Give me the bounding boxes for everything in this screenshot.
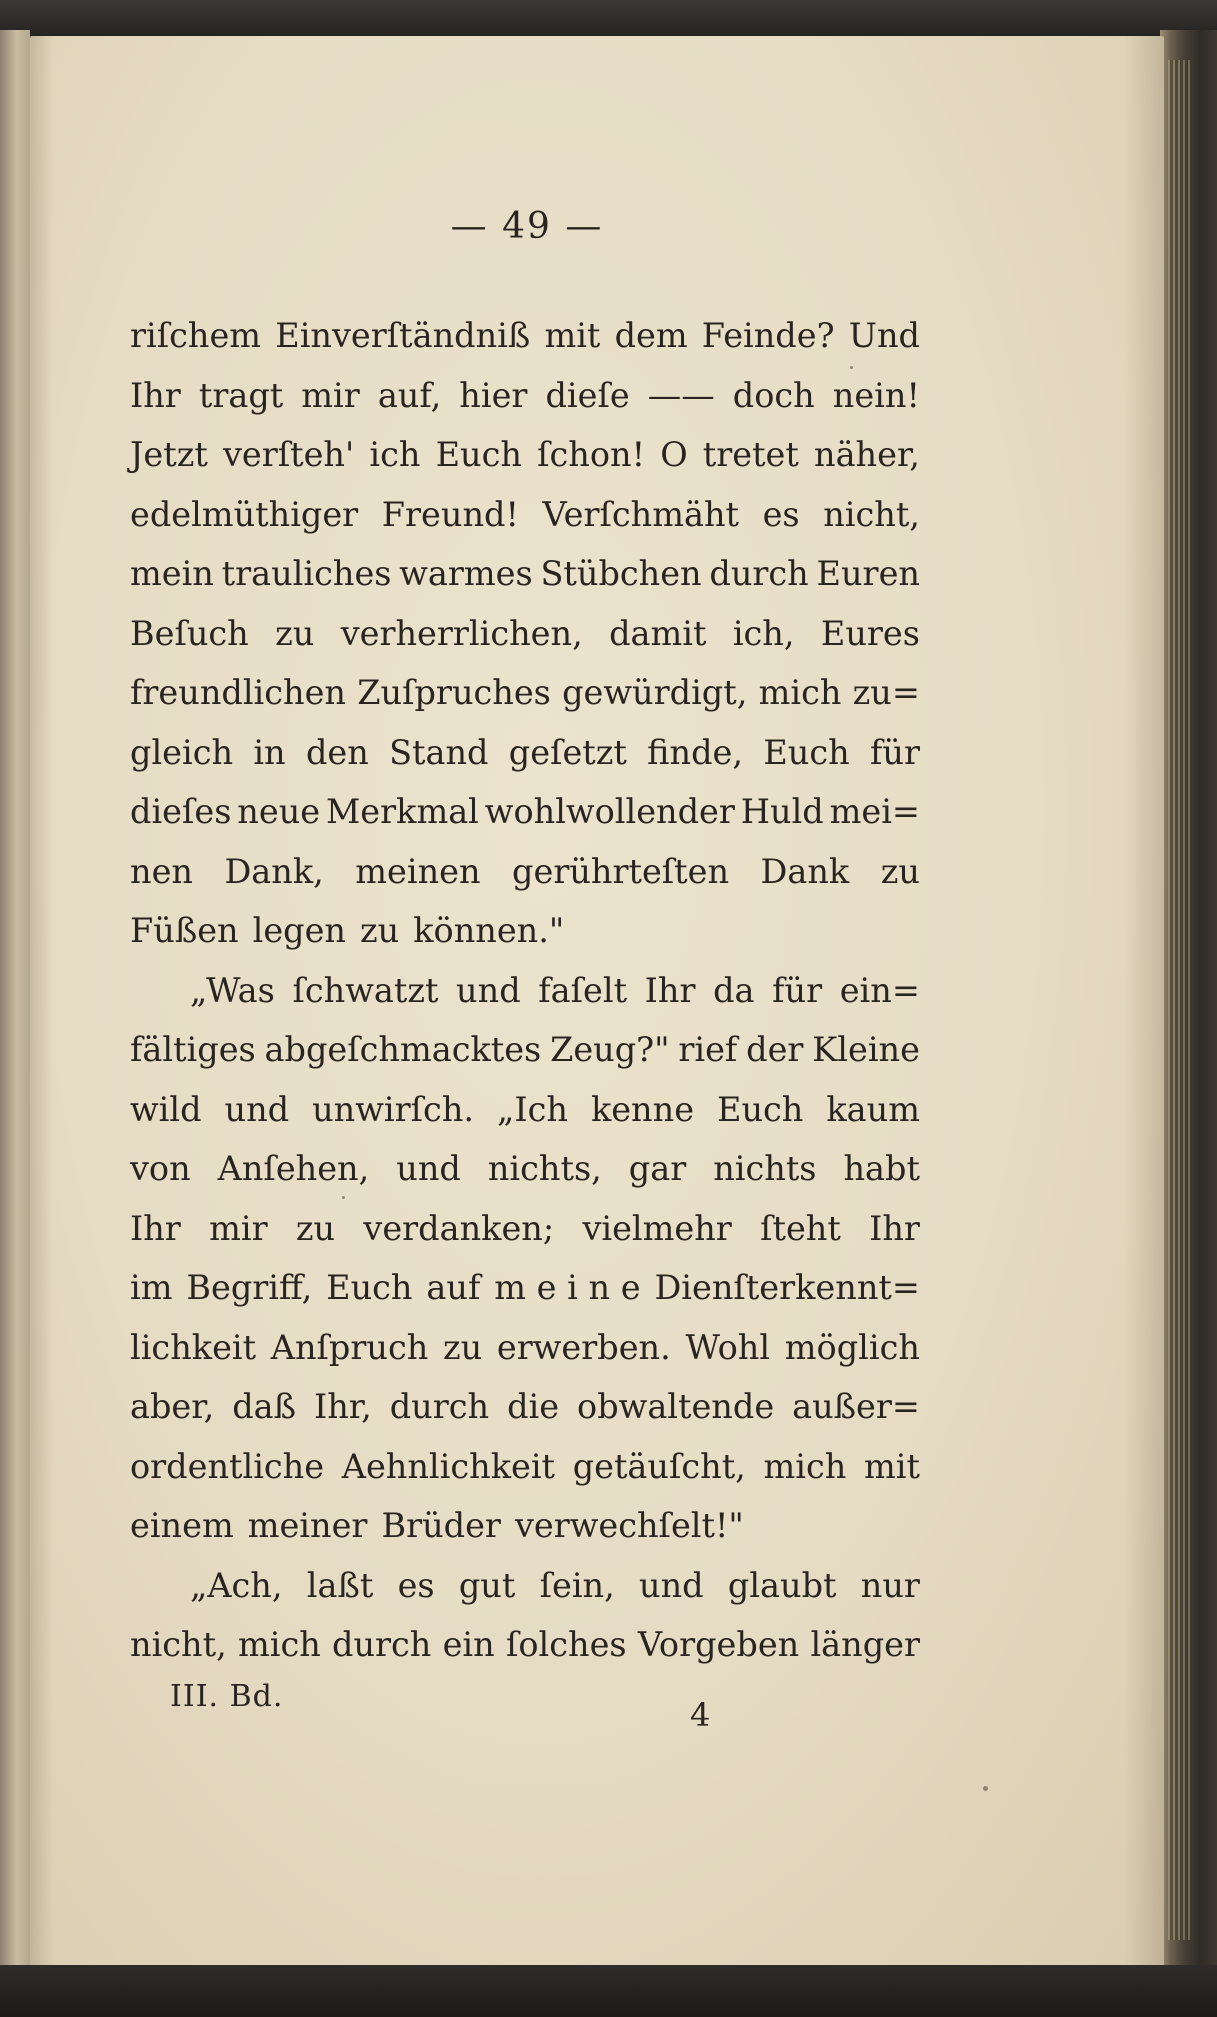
word: in [253, 732, 286, 772]
word: Euch [326, 1268, 413, 1307]
word: gewürdigt, [562, 673, 748, 712]
word: obwaltende [577, 1387, 775, 1426]
word: Füßen [130, 911, 239, 950]
word: durch [389, 1387, 490, 1426]
word: nicht, [130, 1625, 227, 1664]
word: gar [628, 1149, 687, 1188]
word: wild [130, 1089, 202, 1129]
word: mir [301, 375, 360, 415]
word: und [456, 970, 521, 1010]
word: kaum [826, 1089, 920, 1129]
text-line [130, 782, 920, 842]
word: Und [848, 316, 920, 355]
word: Vorgeben [637, 1625, 800, 1664]
sheet-signature-number: 4 [690, 1696, 711, 1734]
word: Ihr [644, 970, 696, 1010]
word: mich [758, 673, 842, 712]
volume-signature-mark: III. Bd. [170, 1679, 284, 1714]
word: m e i n e [494, 1268, 641, 1307]
word: lichkeit [130, 1327, 257, 1367]
top-edge-shadow [0, 0, 1217, 38]
word: zu= [852, 673, 920, 712]
word: geſetzt [508, 732, 627, 772]
page-shadow-right [1124, 36, 1164, 1966]
word: ſteht [760, 1208, 841, 1248]
word: Anſehen, [217, 1149, 370, 1188]
word: hier [459, 375, 528, 415]
running-head-page-number: — 49 — [450, 206, 604, 247]
word: dem [614, 316, 688, 355]
word: Stübchen [540, 554, 702, 593]
word: Einverſtändniß [275, 316, 531, 355]
word: habt [843, 1149, 920, 1188]
word: nichts, [487, 1149, 602, 1188]
word: zu [360, 911, 400, 950]
word: Anſpruch [270, 1327, 429, 1367]
word: durch [709, 554, 809, 593]
word: nen [130, 851, 193, 891]
word: Ihr, [313, 1387, 372, 1426]
word: warmes [399, 554, 533, 593]
text-line [130, 723, 920, 783]
word: riſchem [130, 316, 262, 355]
word: gerührteſten [512, 851, 730, 891]
text-line [130, 1496, 920, 1556]
word: „Ach, [190, 1565, 283, 1605]
word: laßt [306, 1565, 374, 1605]
word: für [772, 970, 823, 1010]
word: erwerben. [496, 1327, 671, 1367]
word: Freund! [381, 494, 519, 534]
word: da [713, 970, 755, 1010]
bottom-edge-shadow [0, 1965, 1217, 2017]
word: Jetzt [130, 435, 208, 474]
word: finde, [647, 732, 744, 772]
text-line [130, 1437, 920, 1497]
word: und [396, 1149, 461, 1188]
word: es [397, 1565, 435, 1605]
word: mich [763, 1446, 847, 1486]
text-line [130, 366, 920, 426]
word: den [305, 732, 369, 772]
word: rief [678, 1030, 738, 1069]
word: fältiges [130, 1030, 256, 1069]
word: mein [130, 554, 214, 593]
text-line [130, 604, 920, 664]
word: von [130, 1149, 191, 1188]
text-line [130, 425, 920, 485]
word: neue [237, 792, 321, 831]
word: Euren [816, 554, 920, 593]
word: Zuſpruches [357, 673, 551, 712]
word: durch [332, 1625, 432, 1664]
word: Huld [740, 792, 824, 831]
word: nichts [713, 1149, 817, 1188]
word: „Was [190, 970, 275, 1010]
word: näher, [814, 435, 920, 474]
word: Euch [717, 1089, 804, 1129]
word: Wohl [685, 1327, 771, 1367]
word: freundlichen [130, 673, 346, 712]
word: faſelt [538, 970, 628, 1010]
text-line [130, 1377, 920, 1437]
word: Dank [760, 851, 850, 891]
text-line [130, 1080, 920, 1140]
word: Brüder [381, 1506, 501, 1545]
paper-speck [983, 1786, 988, 1791]
word: Verſchmäht [542, 494, 739, 534]
word: nein! [832, 375, 920, 415]
page-shadow-left [30, 36, 54, 1966]
word: mich [237, 1625, 321, 1664]
word: zu [880, 851, 920, 891]
word: wohlwollender [484, 792, 735, 831]
word: Kleine [812, 1030, 920, 1069]
word: Eures [820, 613, 920, 653]
word: getäuſcht, [572, 1446, 746, 1486]
word: der [746, 1030, 804, 1069]
word: auf [426, 1268, 481, 1307]
word: im [130, 1268, 173, 1307]
word: ich [369, 435, 421, 474]
text-line [130, 1139, 920, 1199]
word: glaubt [727, 1565, 837, 1605]
word: ein [442, 1625, 495, 1664]
word: „Ich [497, 1089, 568, 1129]
word: Merkmal [326, 792, 479, 831]
word: mit [864, 1446, 920, 1486]
word: einem [130, 1506, 234, 1545]
word: Stand [389, 732, 489, 772]
word: mir [209, 1208, 268, 1248]
word: ſein, [539, 1565, 615, 1605]
text-line [130, 1020, 920, 1080]
word: Dank, [224, 851, 324, 891]
word: doch [732, 375, 815, 415]
text-line [130, 1615, 920, 1675]
word: es [762, 494, 800, 534]
word: und [224, 1089, 290, 1129]
word: Feinde? [701, 316, 835, 355]
paper-speck [342, 1196, 345, 1199]
word: O [660, 435, 688, 474]
word: unwirſch. [312, 1089, 475, 1129]
word: verſteh' [222, 435, 355, 474]
word: verdanken; [363, 1208, 555, 1248]
book-page [30, 36, 1164, 1966]
word: nur [860, 1565, 920, 1605]
word: gleich [130, 732, 234, 772]
text-line [130, 485, 920, 545]
word: trauliches [221, 554, 392, 593]
word: Aehnlichkeit [341, 1446, 556, 1486]
word: abgeſchmacktes [264, 1030, 542, 1069]
text-line [130, 901, 920, 961]
word: ſchon! [537, 435, 646, 474]
word: tretet [702, 435, 799, 474]
text-line [130, 306, 920, 366]
word: ſchwatzt [292, 970, 439, 1010]
word: zu [275, 613, 315, 653]
word: Euch [435, 435, 522, 474]
word: zu [295, 1208, 336, 1248]
word: mei= [829, 792, 920, 831]
word: verwechſelt!" [514, 1506, 744, 1545]
word: Ihr [869, 1208, 920, 1248]
word: mit [544, 316, 601, 355]
word: Ihr [130, 1208, 181, 1248]
text-line [130, 842, 920, 902]
word: Ihr [130, 375, 181, 415]
word: außer= [792, 1387, 920, 1426]
word: daß [232, 1387, 296, 1426]
word: zu [443, 1327, 483, 1367]
word: dieſes [130, 792, 232, 831]
paper-speck [850, 366, 853, 369]
word: nicht, [823, 494, 920, 534]
word: meiner [247, 1506, 368, 1545]
word: für [869, 732, 920, 772]
word: ſolches [505, 1625, 627, 1664]
word: können." [413, 911, 565, 950]
word: Dienſterkennt= [654, 1268, 920, 1307]
word: edelmüthiger [130, 494, 359, 534]
word: dieſe [545, 375, 630, 415]
text-line [130, 1556, 920, 1616]
word: ein= [839, 970, 920, 1010]
word: aber, [130, 1387, 215, 1426]
word: meinen [355, 851, 481, 891]
body-text [130, 306, 920, 1675]
word: verherrlichen, [340, 613, 583, 653]
word: Begriff, [186, 1268, 313, 1307]
word: legen [252, 911, 346, 950]
text-line [130, 1258, 920, 1318]
word: ordentliche [130, 1446, 325, 1486]
word: —— [647, 375, 715, 415]
page-stack-edges [1168, 60, 1190, 1940]
word: vielmehr [582, 1208, 732, 1248]
word: gut [458, 1565, 516, 1605]
word: die [507, 1387, 560, 1426]
text-line [130, 961, 920, 1021]
word: tragt [198, 375, 284, 415]
text-line [130, 544, 920, 604]
word: ich, [732, 613, 795, 653]
word: damit [609, 613, 707, 653]
word: Euch [763, 732, 850, 772]
word: Beſuch [130, 613, 249, 653]
text-line [130, 663, 920, 723]
word: und [639, 1565, 704, 1605]
word: länger [810, 1625, 920, 1664]
word: auf, [377, 375, 442, 415]
text-line [130, 1318, 920, 1378]
word: Zeug?" [550, 1030, 670, 1069]
word: kenne [590, 1089, 695, 1129]
text-line [130, 1199, 920, 1259]
word: möglich [784, 1327, 920, 1367]
facing-page-edge [0, 30, 30, 1965]
